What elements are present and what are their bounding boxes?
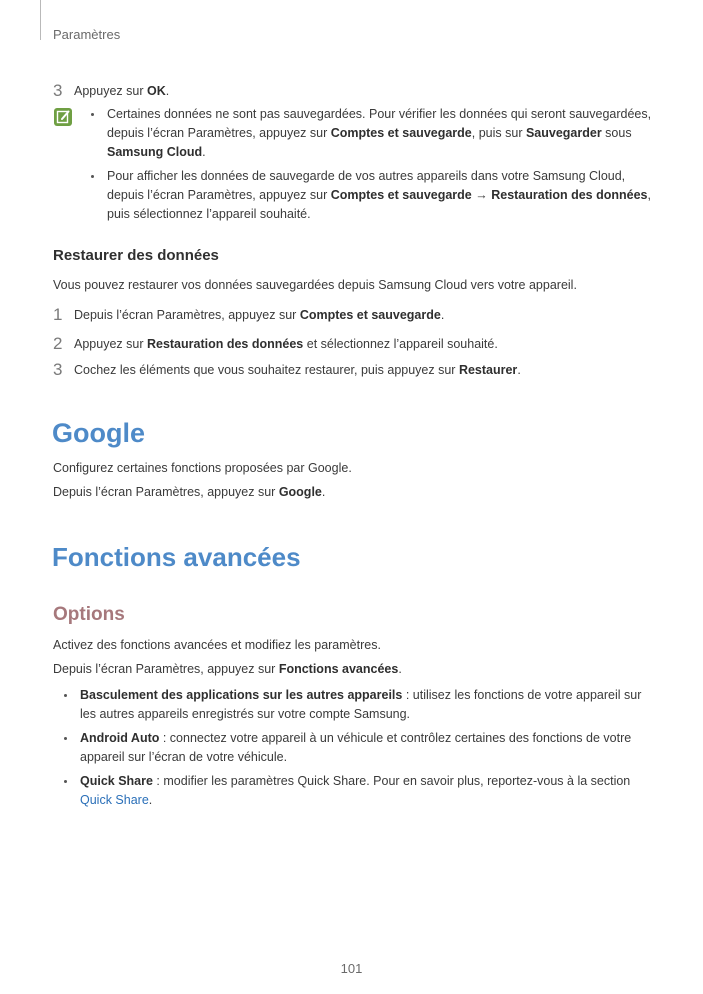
google-section-title: Google: [52, 418, 145, 448]
options-description: Activez des fonctions avancées et modifiez les paramètres.: [53, 638, 381, 652]
step-text: Cochez les éléments que vous souhaitez restaurer, puis appuyez sur Restaurer.: [74, 363, 521, 377]
google-instruction: Depuis l’écran Paramètres, appuyez sur Google.: [53, 485, 326, 499]
restore-intro: Vous pouvez restaurer vos données sauvegardées depuis Samsung Cloud vers votre appareil.: [53, 278, 577, 292]
step-text: Depuis l’écran Paramètres, appuyez sur Comptes et sauvegarde.: [74, 308, 445, 322]
page-number: 101: [340, 961, 363, 976]
step-text: Appuyez sur Restauration des données et sélectionnez l’appareil souhaité.: [74, 337, 498, 351]
restore-step: [53, 335, 498, 353]
option-item: Quick Share : modifier les paramètres Quick Share. Pour en savoir plus, reportez-vous à la section Quick Share.: [80, 772, 650, 810]
note-item: Pour afficher les données de sauvegarde de vos autres appareils dans votre Samsung Cloud, depuis l’écran Paramètres, appuyez sur Comptes et sauvegarde → Restauration des données, puis sélectionnez l’appareil souhaité.: [107, 167, 652, 224]
restore-step: [53, 361, 521, 379]
note-item: Certaines données ne sont pas sauvegardées. Pour vérifier les données qui seront sauvegardées, depuis l’écran Paramètres, appuyez sur Comptes et sauvegarde, puis sur Sauvegarder sous Samsung Cloud.: [107, 105, 652, 162]
step-text: Appuyez sur OK.: [74, 84, 170, 98]
advanced-section-title: Fonctions avancées: [52, 542, 301, 572]
options-heading: Options: [53, 604, 125, 625]
option-item: Android Auto : connectez votre appareil à un véhicule et contrôlez certaines des fonctions de votre appareil sur l’écran de votre véhicule.: [80, 729, 650, 767]
note-list: [107, 105, 652, 229]
running-header: Paramètres: [53, 27, 121, 42]
step-number: 3: [53, 81, 63, 100]
options-list: [80, 686, 650, 815]
note-pencil-icon: [54, 108, 72, 126]
options-instruction: Depuis l’écran Paramètres, appuyez sur Fonctions avancées.: [53, 662, 402, 676]
option-item: Basculement des applications sur les autres appareils : utilisez les fonctions de votre appareil sur les autres appareils enregistrés sur votre compte Samsung.: [80, 686, 650, 724]
header-divider: [40, 0, 41, 40]
quick-share-link[interactable]: Quick Share: [80, 793, 149, 807]
step-number: 3: [53, 360, 63, 379]
step-ok: [53, 82, 169, 100]
google-description: Configurez certaines fonctions proposées par Google.: [53, 461, 352, 475]
restore-heading: Restaurer des données: [53, 247, 219, 264]
step-number: 2: [53, 334, 63, 353]
step-number: 1: [53, 305, 63, 324]
restore-step: [53, 306, 444, 324]
